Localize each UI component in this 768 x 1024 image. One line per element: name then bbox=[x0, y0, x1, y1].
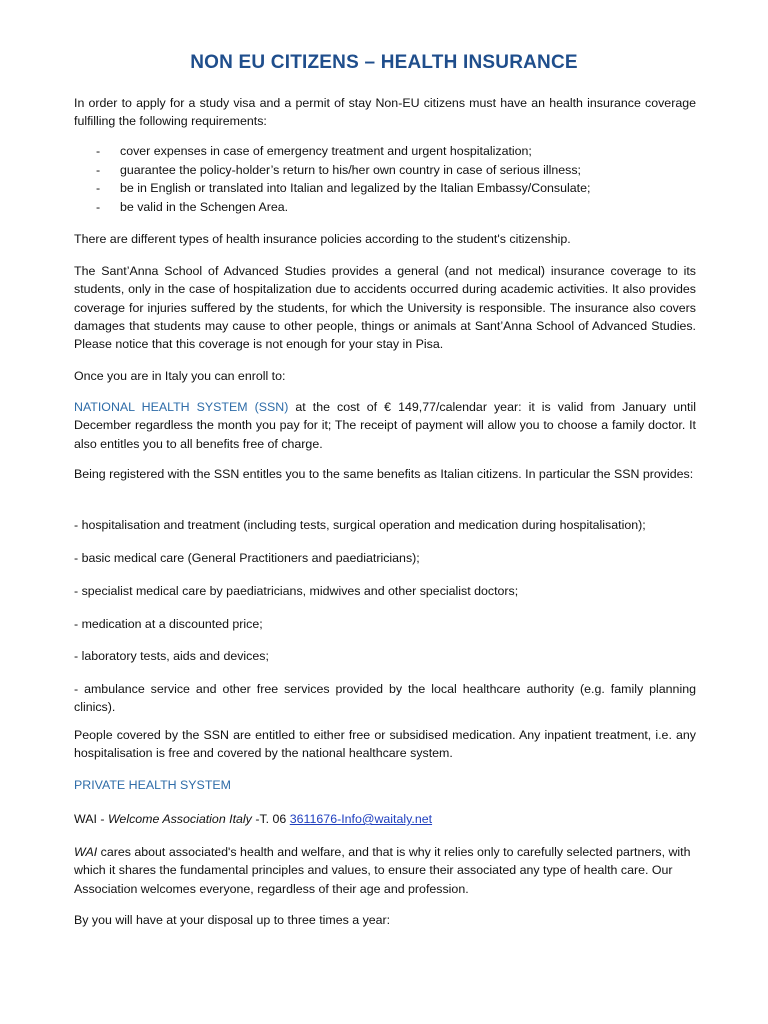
santanna-paragraph: The Sant’Anna School of Advanced Studies provides a general (and not medical) insurance coverage to its students, only in the case of hospitalization due to accidents occurred during academic activities. It also provides coverage for injuries suffered by the students, for which the University is responsible. The insurance also covers damages that students may cause to other people, things or animals at Sant’Anna School of Advanced Studies. Please notice that this coverage is not enough for your stay in Pisa. bbox=[74, 264, 696, 352]
bullet-dash: - bbox=[96, 162, 101, 177]
ssn-benefits-intro: Being registered with the SSN entitles you to the same benefits as Italian citizens. In particular the SSN provides: bbox=[74, 467, 694, 481]
ssn-label: NATIONAL HEALTH SYSTEM (SSN) bbox=[74, 400, 289, 414]
ssn-benefit-item: - medication at a discounted price; bbox=[74, 617, 263, 631]
requirement-item: - be valid in the Schengen Area. bbox=[74, 198, 696, 217]
ssn-benefit-item: - specialist medical care by paediatricians, midwives and other specialist doctors; bbox=[74, 584, 519, 598]
wai-paragraph: WAI cares about associated's health and welfare, and that is why it relies only to carefully selected partners, with which it shares the fundamental principles and values, to ensure their associated any type of health care. Our Association welcomes everyone, regardless of their age and profession. bbox=[74, 845, 691, 896]
ssn-benefit-item: - laboratory tests, aids and devices; bbox=[74, 649, 269, 663]
page-title: NON EU CITIZENS – HEALTH INSURANCE bbox=[190, 52, 578, 73]
enroll-line: Once you are in Italy you can enroll to: bbox=[74, 369, 286, 383]
requirement-item: - guarantee the policy-holder’s return to his/her own country in case of serious illness; bbox=[74, 161, 696, 180]
ssn-benefit-item: - ambulance service and other free services provided by the local healthcare authority (e.g. family planning clinics). bbox=[74, 682, 696, 715]
bullet-dash: - bbox=[96, 199, 101, 214]
wai-name: WAI bbox=[74, 845, 98, 859]
private-health-heading: PRIVATE HEALTH SYSTEM bbox=[74, 778, 231, 792]
bullet-dash: - bbox=[96, 181, 101, 195]
ssn-benefit-item: - hospitalisation and treatment (including tests, surgical operation and medication during hospitalisation); bbox=[74, 518, 646, 532]
bullet-dash: - bbox=[96, 144, 101, 158]
ssn-covered-paragraph: People covered by the SSN are entitled to either free or subsidised medication. Any inpatient treatment, i.e. any hospitalisation is free and covered by the national healthcare system. bbox=[74, 728, 696, 761]
requirement-item: - cover expenses in case of emergency treatment and urgent hospitalization; bbox=[74, 142, 696, 161]
ssn-text: at the cost of € 149,77/calendar year: it is valid from January until December regardless the month you pay for it; The receipt of payment will allow you to choose a family doctor. It also entitles you to all benefits free of charge. bbox=[74, 400, 696, 451]
disposal-line: By you will have at your disposal up to three times a year: bbox=[74, 913, 391, 927]
wai-full-name: Welcome Association Italy bbox=[107, 812, 252, 826]
ssn-benefit-item: - basic medical care (General Practitioners and paediatricians); bbox=[74, 551, 420, 565]
requirement-item: - be in English or translated into Italian and legalized by the Italian Embassy/Consulate; bbox=[74, 179, 696, 198]
intro-paragraph: In order to apply for a study visa and a permit of stay Non-EU citizens must have an health insurance coverage fulfilling the following requirements: bbox=[74, 96, 696, 129]
wai-contact-line: WAI - Welcome Association Italy -T. 06 3611676-Info@waitaly.net bbox=[74, 812, 433, 826]
ssn-paragraph bbox=[74, 398, 696, 453]
types-note: There are different types of health insurance policies according to the student's citizenship. bbox=[74, 232, 571, 246]
wai-contact-link[interactable]: 3611676-Info@waitaly.net bbox=[289, 812, 433, 826]
requirements-list bbox=[74, 142, 696, 216]
